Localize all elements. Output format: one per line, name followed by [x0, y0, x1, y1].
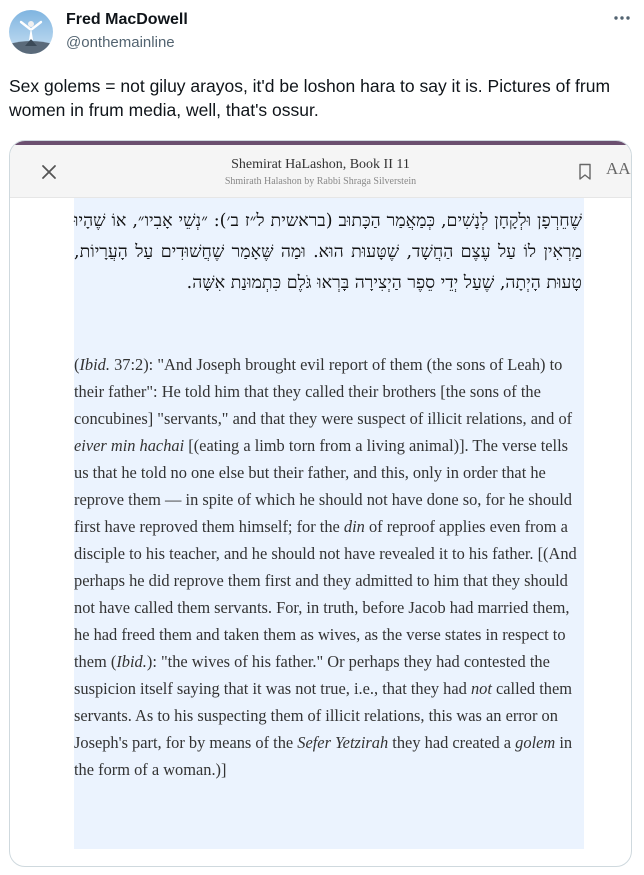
hebrew-text: שֶׁחֵרְפָן וּלְקָחָן לְנָשִׁים, כְּמַאֲמַר הַכָּתוּב (בראשית ל״ז ב׳): ״נְשֵׁי אָבִיו״, אוֹ שֶׁהָיוּ מַרְאִין לוֹ עַל עֶצֶם הַחֲשָׁד, שֶׁטָּעוּת הוּא. וּמַה שֶּׁאָמַר שֶׁחֲשׁוּדִים עַל הָעֲרָיוֹת, טָעוּת הָיְתָה, שֶׁעַל יְדֵי סֵפֶר הַיְצִירָה בָּרְאוּ גֹּלֶם כִּתְמוּנַת אִשָּׁה. [74, 211, 582, 293]
book-subtitle: Shmirath Halashon by Rabbi Shraga Silverstein [224, 176, 417, 187]
text-segment: ): "the wives of his father." Or perhaps they had contested the suspicion itself saying that it was not true, i.e., that they had [74, 652, 550, 698]
author-handle[interactable]: @onthemainline [66, 34, 175, 51]
text-segment: in the form of a woman.)] [74, 733, 573, 779]
more-options-button[interactable] [608, 4, 636, 32]
italic-term: Sefer Yetzirah [297, 733, 389, 752]
text-segment: [(eating a limb torn from a living animal)]. The verse tells us that he told no one else but their father, and this, only in order that he reprove them — in spite of which he should not have done so, for he should first have reproved them himself; for the [74, 436, 572, 536]
text-segment: of reproof applies even from a disciple to his teacher, and he should not have revealed it to his father. [(And perhaps he did reprove them first and they admitted to him that they should not have called them servants. For, in truth, before Jacob had married them, he had freed them and taken them as wives, as the verse states in respect to them ( [74, 517, 577, 671]
text-segment: they had created a [388, 733, 516, 752]
text-highlight [74, 198, 584, 849]
ibid-ref: Ibid. [116, 652, 147, 671]
italic-term: eiver min hachai [74, 436, 185, 455]
attached-image[interactable] [9, 140, 632, 867]
author-name[interactable]: Fred MacDowell [66, 11, 188, 28]
italic-term: not [470, 679, 492, 698]
bookmark-button[interactable] [578, 163, 592, 181]
avatar-image [9, 10, 53, 54]
tweet-text: Sex golems = not giluy arayos, it'd be loshon hara to say it is. Pictures of frum women in frum media, well, that's ossur. [9, 76, 611, 120]
more-icon [612, 8, 632, 28]
bookmark-icon [578, 163, 592, 181]
text-segment: 37:2): "And Joseph brought evil report of them (the sons of Leah) to their father": He told him that they called their brothers [the sons of the concubines] "servants," and that they were suspect of illicit relations, and of [74, 355, 573, 428]
english-translation: (Ibid. 37:2): "And Joseph brought evil report of them (the sons of Leah) to their father": He told him that they called their brothers [the sons of the concubines] "servants," and that they were suspect of illicit relations, and of eiver min hachai [(eating a limb torn from a living animal)]. The verse tells us that he told no one else but their father, and this, only in order that he reprove them — in spite of which he should not have done so, for he should first have reproved them himself; for the din of reproof applies even from a disciple to his teacher, and he should not have revealed it to his father. [(And perhaps he did reprove them first and they admitted to him that they should not have called them servants. For, in truth, before Jacob had married them, he had freed them and taken them as wives, as the verse states in respect to them (Ibid.): "the wives of his father." Or perhaps they had contested the suspicion itself saying that it was not true, i.e., that they had not called them servants. As to his suspecting them of illicit relations, this was an error on Joseph's part, for by means of the Sefer Yetzirah they had created a golem in the form of a woman.)] [74, 355, 577, 779]
italic-term: golem [515, 733, 556, 752]
text-segment: called them servants. As to his suspecting them of illicit relations, this was an error on Joseph's part, for by means of the [74, 679, 573, 752]
italic-term: din [343, 517, 365, 536]
ibid-ref: Ibid. [79, 355, 110, 374]
font-size-button[interactable]: AA [606, 159, 631, 178]
book-title: Shemirat HaLashon, Book II 11 [231, 157, 410, 172]
reader-header [10, 145, 631, 198]
avatar[interactable] [9, 10, 53, 54]
